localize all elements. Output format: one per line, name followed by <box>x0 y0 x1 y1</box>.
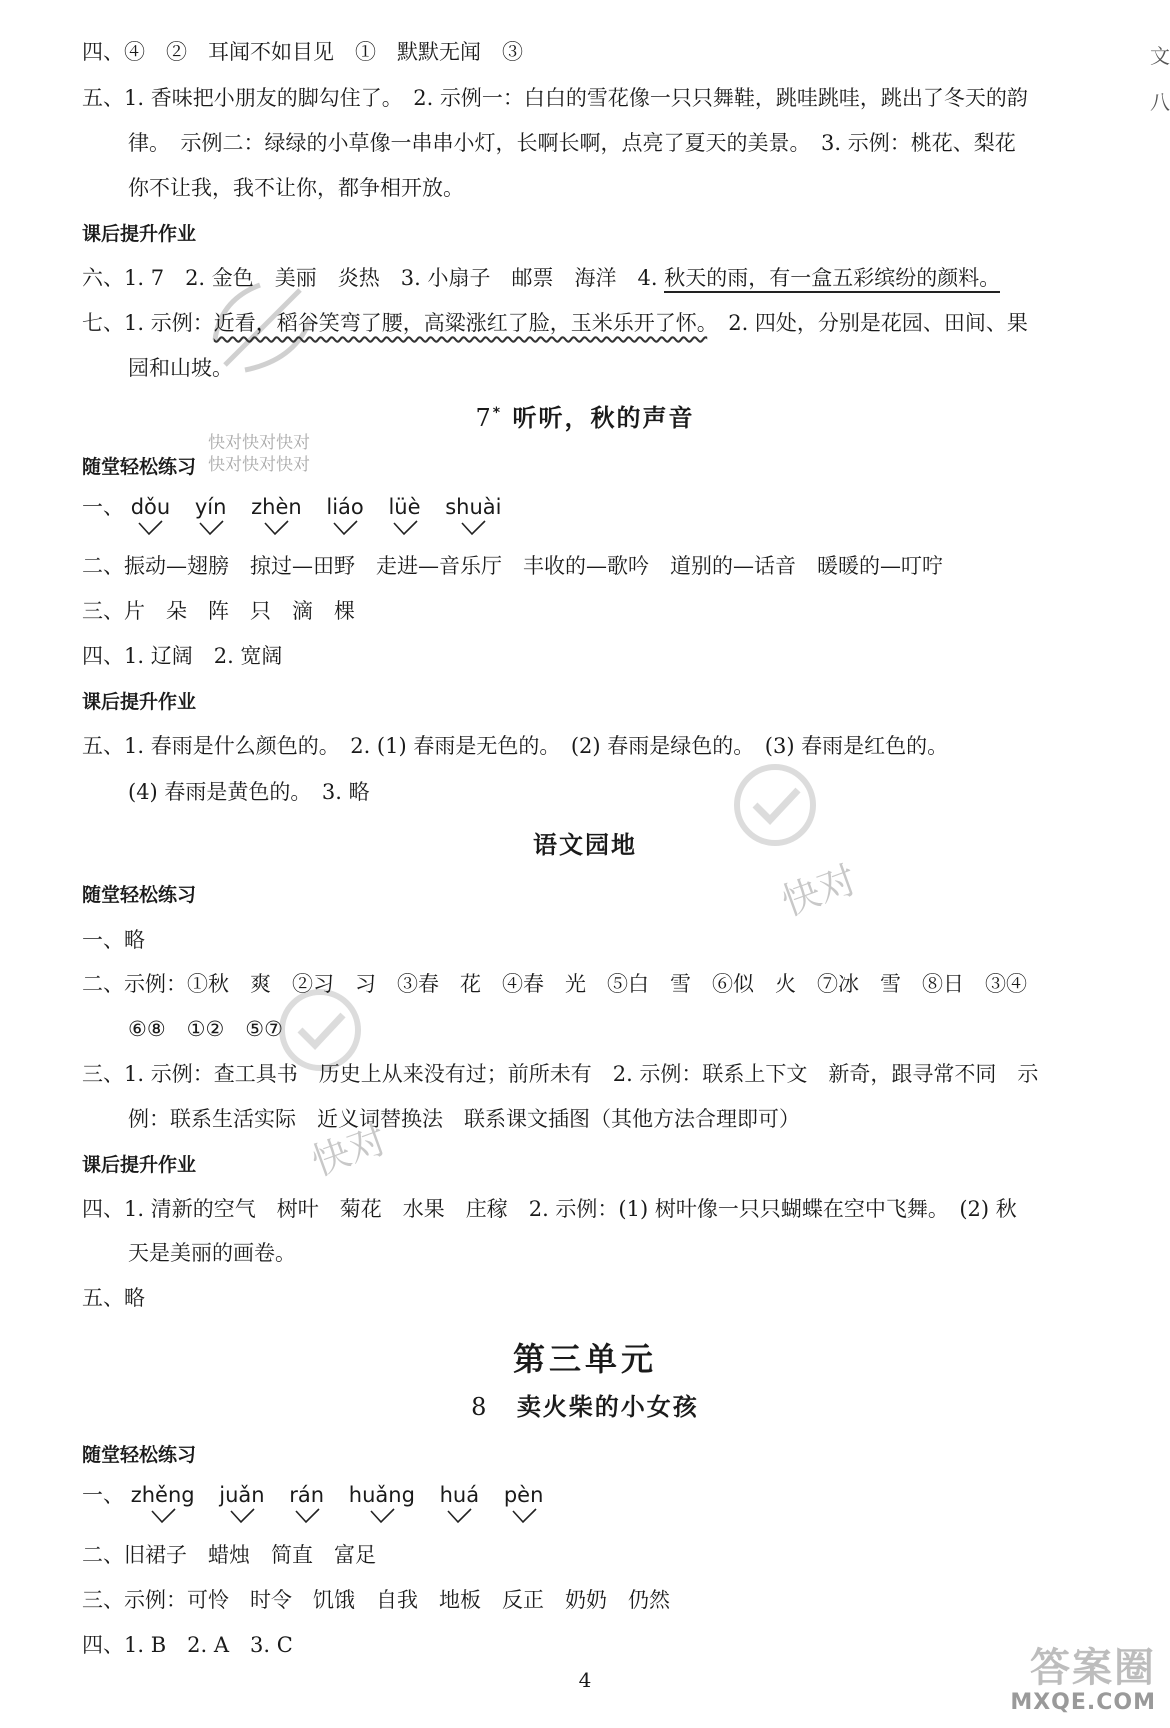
section-heading: 随堂轻松练习 <box>82 1444 197 1466</box>
check-icon <box>446 1508 472 1524</box>
answer-line: 五、1. 春雨是什么颜色的。 2. (1) 春雨是无色的。 (2) 春雨是绿色的。 (3) 春雨是红色的。 <box>82 734 949 758</box>
check-icon <box>150 1508 176 1524</box>
item-number: 一、 <box>82 1483 124 1507</box>
check-icon <box>392 520 418 536</box>
wavy-underlined-answer: 近看，稻谷笑弯了腰，高粱涨红了脸，玉米乐开了怀。 <box>213 311 708 335</box>
answer-line: 例：联系生活实际 近义词替换法 联系课文插图（其他方法合理即可） <box>128 1107 800 1131</box>
pinyin-item: zhěng <box>131 1482 195 1508</box>
check-icon <box>294 1508 320 1524</box>
answer-line: 四、1. 清新的空气 树叶 菊花 水果 庄稼 2. 示例：(1) 树叶像一只只蝴蝶在空中飞舞。 (2) 秋 <box>82 1197 1017 1221</box>
section-heading: 课后提升作业 <box>82 223 197 245</box>
edge-mark: 文 <box>1150 44 1170 68</box>
check-icon <box>369 1508 395 1524</box>
check-icon <box>137 520 163 536</box>
answer-text: 2. 四处，分别是花园、田间、果 <box>707 311 1028 335</box>
unit-title: 第三单元 <box>512 1340 657 1378</box>
pinyin-item: rán <box>289 1482 324 1508</box>
watermark-text: 快对快对快对 快对快对快对 <box>208 433 310 475</box>
underlined-answer: 秋天的雨，有一盒五彩缤纷的颜料。 <box>664 266 1000 293</box>
answer-line: 二、旧裙子 蜡烛 简直 富足 <box>82 1543 376 1567</box>
check-icon <box>332 520 358 536</box>
section-heading: 随堂轻松练习 <box>82 884 197 906</box>
answer-line <box>82 263 1150 293</box>
answer-line: 一、略 <box>82 928 145 952</box>
lesson-number: 7 <box>475 404 493 432</box>
answer-line: 园和山坡。 <box>128 356 233 380</box>
edge-mark: 八 <box>1150 90 1170 114</box>
pinyin-item: liáo <box>326 494 363 520</box>
pinyin-item: dǒu <box>131 494 171 520</box>
pinyin-item: huǎng <box>349 1482 415 1508</box>
check-icon <box>229 1508 255 1524</box>
answer-line: 天是美丽的画卷。 <box>128 1241 296 1265</box>
page-number: 4 <box>578 1668 592 1692</box>
corner-brand-logo: 答案圈 <box>1030 1645 1156 1691</box>
answer-line: 三、示例：可怜 时令 饥饿 自我 地板 反正 奶奶 仍然 <box>82 1588 670 1612</box>
lesson-optional-mark: * <box>492 405 503 421</box>
answer-line: 四、④ ② 耳闻不如目见 ① 默默无闻 ③ <box>82 40 523 64</box>
check-icon <box>511 1508 537 1524</box>
answer-line: 三、片 朵 阵 只 滴 棵 <box>82 599 355 623</box>
section-title: 语文园地 <box>533 831 637 859</box>
answer-line: 你不让我，我不让你，都争相开放。 <box>128 176 464 200</box>
answer-line: 二、振动—翅膀 掠过—田野 走进—音乐厅 丰收的—歌吟 道别的—话音 暖暖的—叮咛 <box>82 554 943 578</box>
section-heading: 随堂轻松练习 <box>82 456 197 478</box>
answer-line: 四、1. B 2. A 3. C <box>82 1633 293 1657</box>
watermark-brand-1: 快对 <box>775 857 863 925</box>
answer-text: 七、1. 示例： <box>82 311 214 335</box>
section-heading: 课后提升作业 <box>82 691 197 713</box>
pinyin-answers <box>82 494 520 520</box>
pinyin-item: lüè <box>388 494 420 520</box>
answer-line: 四、1. 辽阔 2. 宽阔 <box>82 644 283 668</box>
answer-line <box>82 308 1150 338</box>
section-heading: 课后提升作业 <box>82 1154 197 1176</box>
pinyin-item: huá <box>440 1482 480 1508</box>
lesson-title <box>0 1387 1170 1422</box>
lesson-number: 8 <box>471 1393 489 1421</box>
pinyin-item: juǎn <box>219 1482 264 1508</box>
pinyin-item: zhèn <box>251 494 302 520</box>
check-icon <box>460 520 486 536</box>
pinyin-item: pèn <box>504 1482 544 1508</box>
check-icon <box>263 520 289 536</box>
pinyin-answers <box>82 1482 561 1508</box>
pinyin-item: yín <box>195 494 227 520</box>
answer-line: 律。 示例二：绿绿的小草像一串串小灯，长啊长啊，点亮了夏天的美景。 3. 示例：桃花、梨花 <box>128 131 1016 155</box>
lesson-name: 听听，秋的声音 <box>512 404 695 432</box>
answer-line: 三、1. 示例：查工具书 历史上从来没有过；前所未有 2. 示例：联系上下文 新奇，跟寻常不同 示 <box>82 1062 1039 1086</box>
answer-line: 五、略 <box>82 1286 145 1310</box>
item-number: 一、 <box>82 495 124 519</box>
corner-brand-site: MXQE.COM <box>1010 1690 1156 1715</box>
answer-line: 二、示例：①秋 爽 ②习 习 ③春 花 ④春 光 ⑤白 雪 ⑥似 火 ⑦冰 雪 ⑧日 ③④ <box>82 972 1027 996</box>
lesson-title <box>0 398 1170 433</box>
lesson-name: 卖火柴的小女孩 <box>516 1393 699 1421</box>
watermark-brand-2: 快对 <box>305 1117 393 1185</box>
answer-line: 五、1. 香味把小朋友的脚勾住了。 2. 示例一：白白的雪花像一只只舞鞋，跳哇跳哇，跳出了冬天的韵 <box>82 86 1028 110</box>
pinyin-item: shuài <box>445 494 501 520</box>
check-icon <box>198 520 224 536</box>
answer-line: (4) 春雨是黄色的。 3. 略 <box>128 780 370 804</box>
answer-line: ⑥⑧ ①② ⑤⑦ <box>128 1017 283 1041</box>
answer-text: 六、1. 7 2. 金色 美丽 炎热 3. 小扇子 邮票 海洋 4. <box>82 266 665 290</box>
